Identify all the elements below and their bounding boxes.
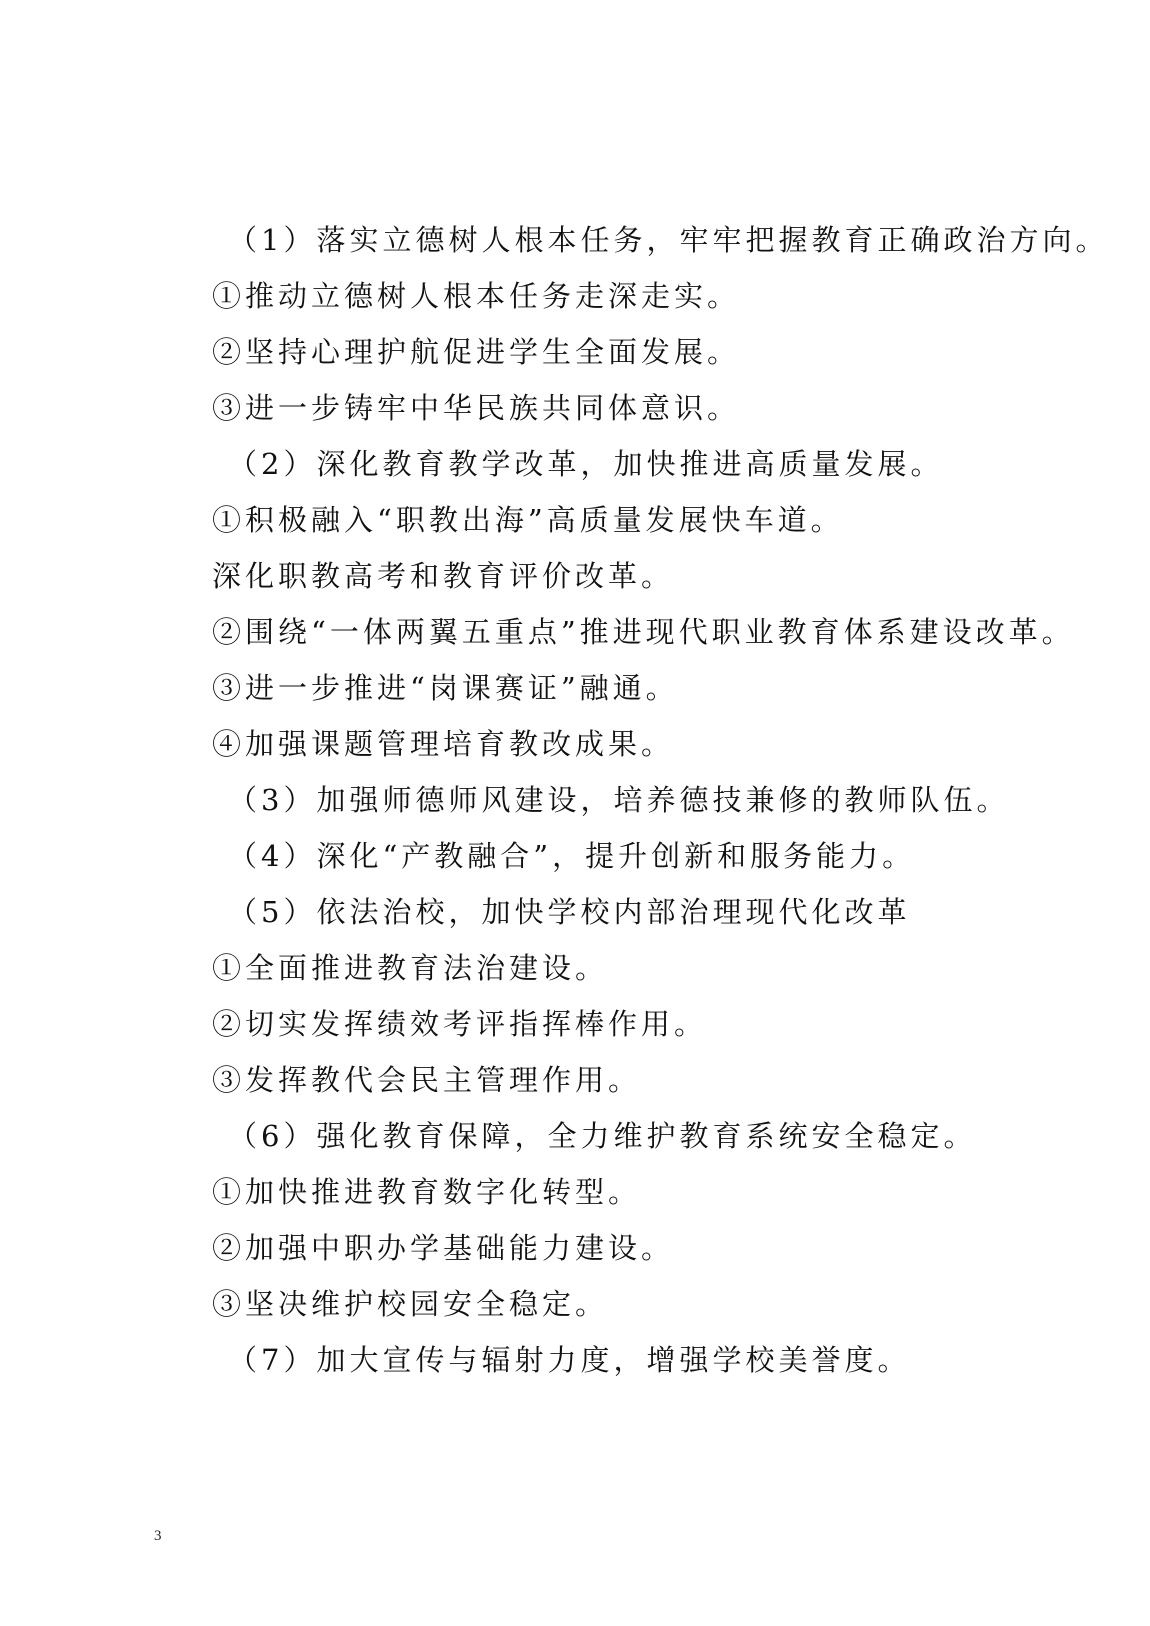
list-item: ④加强课题管理培育教改成果。	[212, 727, 675, 761]
list-item: ②加强中职办学基础能力建设。	[212, 1231, 675, 1265]
section-heading-2: （2）深化教育教学改革，加快推进高质量发展。	[228, 447, 944, 481]
section-heading-5: （5）依法治校，加快学校内部治理现代化改革	[228, 895, 911, 929]
list-item: ①推动立德树人根本任务走深走实。	[212, 279, 741, 313]
section-heading-1: （1）落实立德树人根本任务，牢牢把握教育正确政治方向。	[228, 223, 1109, 257]
list-item: ③发挥教代会民主管理作用。	[212, 1063, 642, 1097]
list-item: ①全面推进教育法治建设。	[212, 951, 609, 985]
list-item: ②围绕“一体两翼五重点”推进现代职业教育体系建设改革。	[212, 615, 1075, 649]
list-item: ①积极融入“职教出海”高质量发展快车道。	[212, 503, 844, 537]
list-item: ③坚决维护校园安全稳定。	[212, 1287, 609, 1321]
list-item: ③进一步推进“岗课赛证”融通。	[212, 671, 679, 705]
section-heading-4: （4）深化“产教融合”，提升创新和服务能力。	[228, 839, 916, 873]
list-item: ②坚持心理护航促进学生全面发展。	[212, 335, 741, 369]
section-heading-3: （3）加强师德师风建设，培养德技兼修的教师队伍。	[228, 783, 1010, 817]
list-item: ②切实发挥绩效考评指挥棒作用。	[212, 1007, 708, 1041]
list-item: ③进一步铸牢中华民族共同体意识。	[212, 391, 741, 425]
document-body	[212, 212, 1109, 1388]
section-heading-7: （7）加大宣传与辐射力度，增强学校美誉度。	[228, 1343, 911, 1377]
section-heading-6: （6）强化教育保障，全力维护教育系统安全稳定。	[228, 1119, 977, 1153]
paragraph-line: 深化职教高考和教育评价改革。	[212, 559, 675, 593]
list-item: ①加快推进教育数字化转型。	[212, 1175, 642, 1209]
page-number: 3	[154, 1528, 162, 1544]
